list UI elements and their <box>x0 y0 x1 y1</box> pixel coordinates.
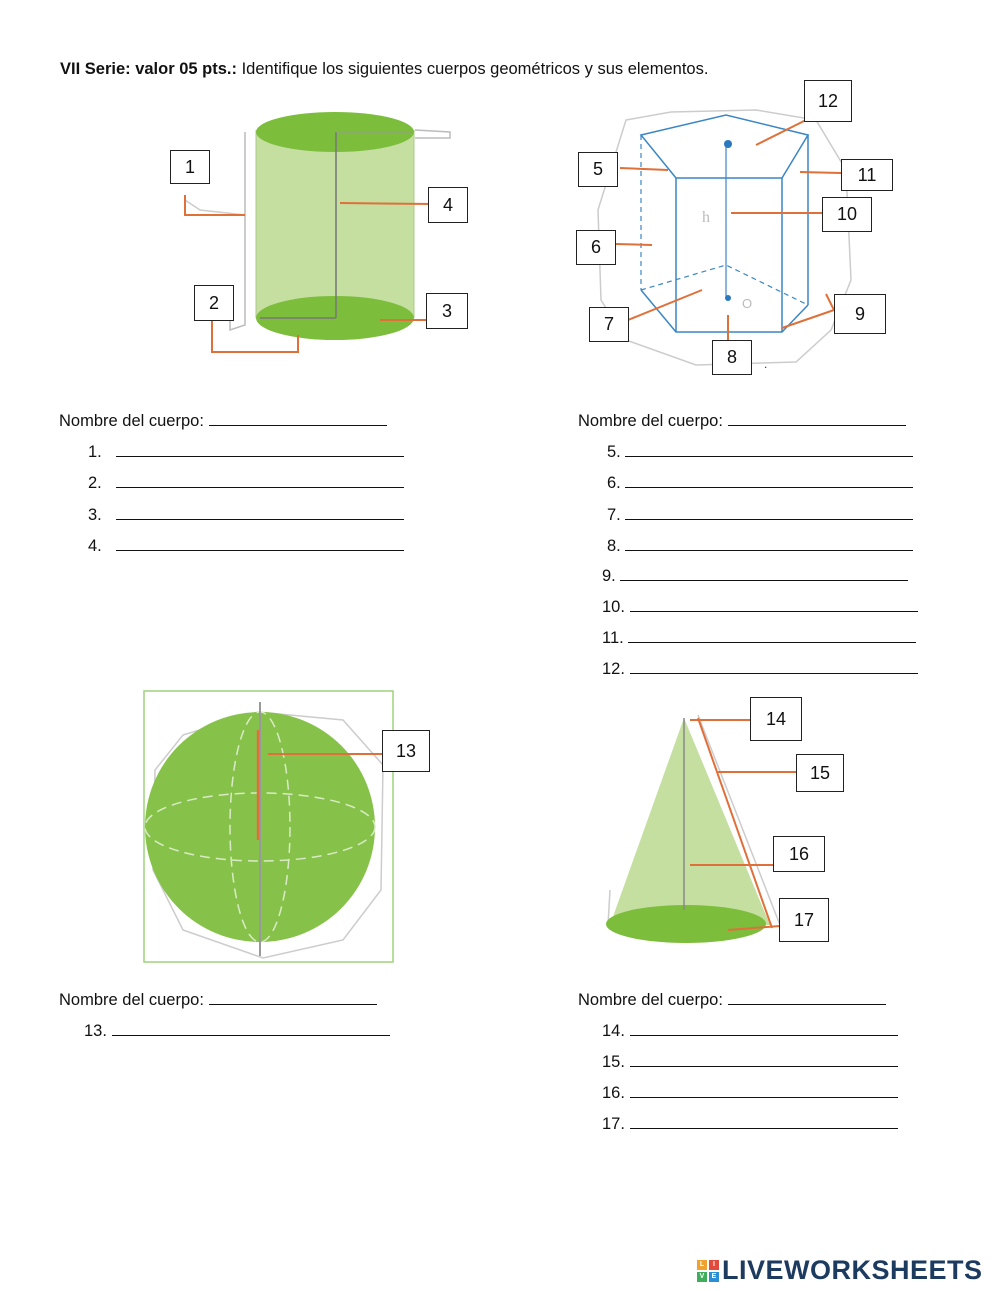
cylinder-figure <box>170 100 480 370</box>
cylinder-item-4: 4. <box>88 536 404 556</box>
cylinder-item-1: 1. <box>88 442 404 462</box>
liveworksheets-logo[interactable] <box>697 1255 983 1286</box>
cylinder-name-blank[interactable] <box>209 411 387 426</box>
prism-name-blank[interactable] <box>728 411 906 426</box>
cone-item-15: 15. <box>602 1052 898 1072</box>
logo-text: LIVEWORKSHEETS <box>722 1255 983 1285</box>
prism-item-5: 5. <box>607 442 913 462</box>
cylinder-item-2: 2. <box>88 473 404 493</box>
label-box-6[interactable]: 6 <box>576 230 616 265</box>
prism-item-8: 8. <box>607 536 913 556</box>
series-label: VII Serie: valor 05 pts.: <box>60 60 237 78</box>
sphere-name-blank[interactable] <box>209 990 377 1005</box>
label-box-9[interactable]: 9 <box>834 294 886 334</box>
svg-text:.: . <box>764 357 768 371</box>
label-box-17[interactable]: 17 <box>779 898 829 942</box>
instruction-heading <box>60 60 708 79</box>
label-box-15[interactable]: 15 <box>796 754 844 792</box>
instruction-text: Identifique los siguientes cuerpos geométricos y sus elementos. <box>237 60 709 78</box>
height-mark: h <box>702 209 710 226</box>
label-box-13[interactable]: 13 <box>382 730 430 772</box>
prism-item-6: 6. <box>607 473 913 493</box>
center-mark: O <box>742 296 753 311</box>
label-box-7[interactable]: 7 <box>589 307 629 342</box>
cylinder-item-3: 3. <box>88 505 404 525</box>
prism-name-prompt: Nombre del cuerpo: <box>578 411 906 431</box>
prism-item-10: 10. <box>602 597 918 617</box>
prism-item-12: 12. <box>602 659 918 679</box>
label-box-1[interactable]: 1 <box>170 150 210 184</box>
label-box-10[interactable]: 10 <box>822 197 872 232</box>
sphere-item-13: 13. <box>84 1021 390 1041</box>
prism-item-9: 9. <box>602 566 908 586</box>
label-box-2[interactable]: 2 <box>194 285 234 321</box>
prism-item-7: 7. <box>607 505 913 525</box>
cone-name-prompt: Nombre del cuerpo: <box>578 990 886 1010</box>
label-box-11[interactable]: 11 <box>841 159 893 191</box>
label-box-12[interactable]: 12 <box>804 80 852 122</box>
label-box-3[interactable]: 3 <box>426 293 468 329</box>
cylinder-name-prompt: Nombre del cuerpo: <box>59 411 387 431</box>
label-box-14[interactable]: 14 <box>750 697 802 741</box>
label-box-16[interactable]: 16 <box>773 836 825 872</box>
label-box-4[interactable]: 4 <box>428 187 468 223</box>
cone-item-17: 17. <box>602 1114 898 1134</box>
sphere-name-prompt: Nombre del cuerpo: <box>59 990 377 1010</box>
logo-cubes-icon: L I V E <box>697 1260 719 1282</box>
label-box-8[interactable]: 8 <box>712 340 752 375</box>
prism-item-11: 11. <box>602 628 916 648</box>
cone-item-14: 14. <box>602 1021 898 1041</box>
cone-item-16: 16. <box>602 1083 898 1103</box>
cone-name-blank[interactable] <box>728 990 886 1005</box>
label-box-5[interactable]: 5 <box>578 152 618 187</box>
